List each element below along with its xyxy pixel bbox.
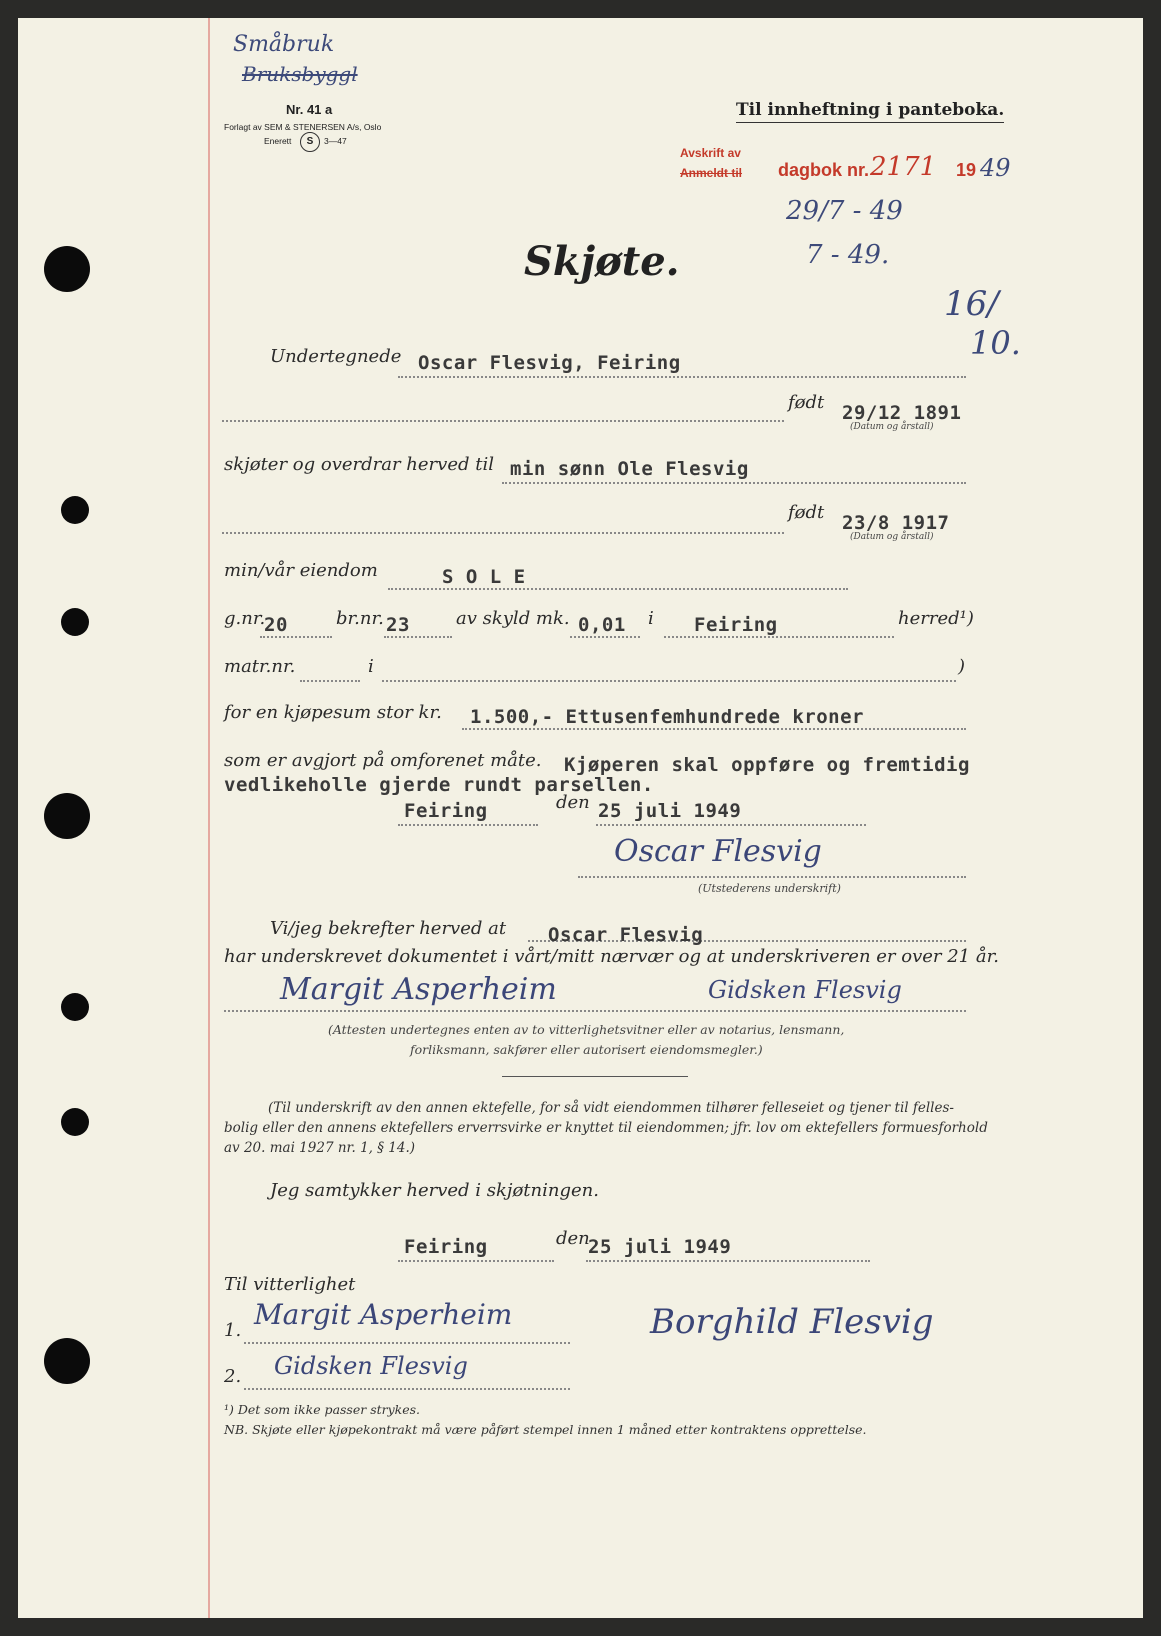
stamp-anmeldt: Anmeldt til xyxy=(680,166,742,180)
attest-note-1: (Attesten undertegnes enten av to vitterlighetsvitner eller av notarius, lensmann, xyxy=(328,1022,845,1037)
handwritten-note-smabruk: Småbruk xyxy=(233,32,335,57)
date-code: 3—47 xyxy=(324,136,347,146)
vitterlighet-signature-1: Margit Asperheim xyxy=(254,1298,513,1331)
matr-line-1 xyxy=(300,680,360,682)
margin-note-1: 16/ xyxy=(944,284,999,324)
enerett-label: Enerett xyxy=(264,136,292,146)
brnr-value: 23 xyxy=(386,614,410,636)
avgjort-value-1: Kjøperen skal oppføre og fremtidig xyxy=(564,754,970,776)
vitterlighet-signature-2: Gidsken Flesvig xyxy=(274,1352,468,1380)
spouse-date-line xyxy=(586,1260,870,1262)
skyld-value: 0,01 xyxy=(578,614,626,636)
den-label-1: den xyxy=(556,792,590,813)
fodt-label-2: født xyxy=(788,502,825,523)
footer-note-1: ¹) Det som ikke passer strykes. xyxy=(224,1402,421,1417)
herred-line xyxy=(664,636,894,638)
matr-line-2 xyxy=(382,680,956,682)
margin-rule xyxy=(208,18,210,1618)
spouse-signature: Borghild Flesvig xyxy=(650,1302,934,1342)
punch-hole-1 xyxy=(44,246,90,292)
fodt-value-2: 23/8 1917 xyxy=(842,512,950,534)
matr-i: i xyxy=(368,656,374,677)
handwritten-note-bruks: Bruksbyggl xyxy=(242,62,358,86)
brnr-line xyxy=(384,636,452,638)
attest-line1-label: Vi/jeg bekrefter herved at xyxy=(270,918,507,939)
stamp-year: 19 xyxy=(956,160,977,180)
spouse-den-label: den xyxy=(556,1228,590,1249)
skjoter-line xyxy=(502,482,966,484)
brnr-label: br.nr. xyxy=(336,608,384,629)
divider xyxy=(502,1076,688,1077)
witness-signature-2: Gidsken Flesvig xyxy=(708,976,902,1004)
avgjort-label: som er avgjort på omforenet måte. xyxy=(224,750,542,771)
kjopesum-value: 1.500,- Ettusenfemhundrede kroner xyxy=(470,706,864,728)
date-line-a xyxy=(596,824,866,826)
eiendom-value: S O L E xyxy=(442,566,526,588)
signature-utsteder: Oscar Flesvig xyxy=(614,834,822,869)
attest-note-2: forliksmann, sakfører eller autorisert eiendomsmegler.) xyxy=(410,1042,763,1057)
stamp-dagbok: dagbok nr. xyxy=(778,160,870,180)
fodt-line-2 xyxy=(222,532,784,534)
skjoter-label: skjøter og overdrar herved til xyxy=(224,454,494,475)
date-line-2: 7 - 49. xyxy=(806,240,890,270)
place-1: Feiring xyxy=(404,800,488,822)
eiendom-line xyxy=(388,588,848,590)
year-handwritten: 49 xyxy=(980,154,1011,182)
eiendom-label: min/vår eiendom xyxy=(224,560,378,581)
undertegnede-line xyxy=(398,376,966,378)
spouse-note-3: av 20. mai 1927 nr. 1, § 14.) xyxy=(224,1140,416,1156)
form-number: Nr. 41 a xyxy=(286,102,333,117)
dagbok-number: 2171 xyxy=(870,152,937,182)
fodt-label-1: født xyxy=(788,392,825,413)
document-title: Skjøte. xyxy=(524,238,680,285)
attest-line1-value: Oscar Flesvig xyxy=(548,924,704,946)
herred-value: Feiring xyxy=(694,614,778,636)
datum-note-1: (Datum og årstall) xyxy=(850,422,934,432)
kjopesum-label: for en kjøpesum stor kr. xyxy=(224,702,442,723)
avgjort-value-2: vedlikeholle gjerde rundt parsellen. xyxy=(224,774,654,796)
gnr-line xyxy=(260,636,332,638)
matr-close: ) xyxy=(958,656,966,677)
fodt-value-1: 29/12 1891 xyxy=(842,402,962,424)
publisher-line: Forlagt av SEM & STENERSEN A/s, Oslo xyxy=(224,122,382,132)
date-1: 25 juli 1949 xyxy=(598,800,742,822)
spouse-consent: Jeg samtykker herved i skjøtningen. xyxy=(270,1180,599,1201)
gnr-label: g.nr. xyxy=(224,608,266,629)
spouse-place: Feiring xyxy=(404,1236,488,1258)
margin-note-2: 10. xyxy=(970,324,1021,362)
witness-num-2: 2. xyxy=(224,1366,242,1387)
punch-hole-2 xyxy=(61,496,89,524)
spouse-date: 25 juli 1949 xyxy=(588,1236,732,1258)
fodt-line-1 xyxy=(222,420,784,422)
skjoter-value: min sønn Ole Flesvig xyxy=(510,458,749,480)
spouse-note-2: bolig eller den annens ektefellers erverrsvirke er knyttet til eiendommen; jfr. lov om ektefellers formuesforhold xyxy=(224,1120,988,1136)
punch-hole-6 xyxy=(61,1108,89,1136)
matr-label: matr.nr. xyxy=(224,656,296,677)
signature-line-1 xyxy=(578,876,966,878)
attest-line2: har underskrevet dokumentet i vårt/mitt nærvær og at underskriveren er over 21 år. xyxy=(224,946,999,967)
spouse-place-line xyxy=(398,1260,554,1262)
punch-hole-5 xyxy=(61,993,89,1021)
punch-hole-3 xyxy=(61,608,89,636)
date-line-1: 29/7 - 49 xyxy=(786,196,903,226)
publisher-logo: S xyxy=(300,132,320,152)
vitterlighet-label: Til vitterlighet xyxy=(224,1274,356,1295)
binding-note: Til innheftning i panteboka. xyxy=(736,100,1004,123)
datum-note-2: (Datum og årstall) xyxy=(850,532,934,542)
footer-note-2: NB. Skjøte eller kjøpekontrakt må være påført stempel innen 1 måned etter kontraktens opprettelse. xyxy=(224,1422,867,1437)
witness-line-1 xyxy=(244,1342,570,1344)
punch-hole-4 xyxy=(44,793,90,839)
spouse-note-1: (Til underskrift av den annen ektefelle, for så vidt eiendommen tilhører felleseiet og tjener til felles- xyxy=(268,1100,954,1116)
witness-line xyxy=(224,1010,966,1012)
witness-num-1: 1. xyxy=(224,1320,242,1341)
witness-line-2 xyxy=(244,1388,570,1390)
undertegnede-label: Undertegnede xyxy=(270,346,402,367)
herred-label: herred¹) xyxy=(898,608,974,629)
kjopesum-line xyxy=(462,728,966,730)
document-page xyxy=(18,18,1143,1618)
skyld-label: av skyld mk. xyxy=(456,608,570,629)
stamp-avskrift: Avskrift av xyxy=(680,146,741,160)
skyld-line xyxy=(570,636,640,638)
utsteder-note: (Utstederens underskrift) xyxy=(698,882,841,895)
place-line-1 xyxy=(398,824,538,826)
punch-hole-7 xyxy=(44,1338,90,1384)
gnr-value: 20 xyxy=(264,614,288,636)
witness-signature-1: Margit Asperheim xyxy=(280,972,557,1007)
undertegnede-value: Oscar Flesvig, Feiring xyxy=(418,352,681,374)
i-label: i xyxy=(648,608,654,629)
